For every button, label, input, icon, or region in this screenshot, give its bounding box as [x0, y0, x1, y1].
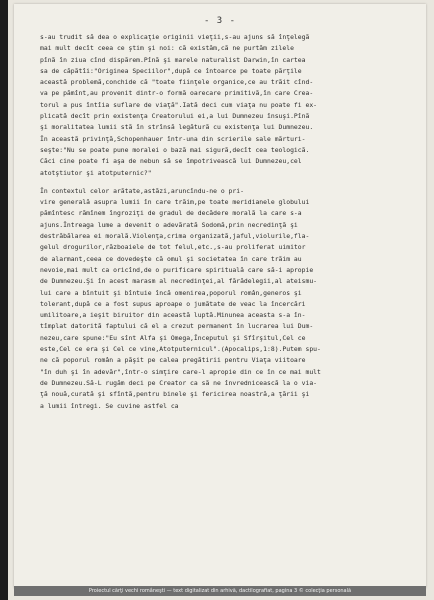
scan-left-edge [0, 0, 8, 600]
text-line: tîmplat datorită faptului că el a crezut permanent în lucrarea lui Dum- [40, 322, 314, 331]
text-line: sa de căpătîi:"Originea Speciilor",după ce întoarce pe toate părţile [40, 66, 302, 75]
text-line: gelul drogurilor,războaiele de tot felul,etc.,s-au proliferat uimitor [40, 243, 306, 252]
text-line: atotştiutor şi atotputernic?" [40, 168, 152, 177]
document-page [14, 4, 426, 588]
text-line: umilitoare,a ieşit biruitor din această luptă.Minunea aceasta s-a în- [40, 311, 306, 320]
text-line: "în duh şi în adevăr",într-o simţire care-l apropie din ce în ce mai mult [40, 367, 321, 376]
text-line: ţă nouă,curată şi sfîntă,pentru binele şi fericirea noastră,a ţării şi [40, 390, 310, 399]
text-line: această problemă,conchide că "toate fiinţele organice,ce au trăit cînd- [40, 78, 314, 87]
text-line: În contextul celor arătate,astăzi,aruncîndu-ne o pri- [40, 186, 244, 195]
text-line: de Dumnezeu.Să-L rugăm deci pe Creator ca să ne învrednicească la o via- [40, 378, 318, 387]
text-line: plicată decît prin existenţa Creatorului ei,a lui Dumnezeu însuşi.Pînă [40, 112, 310, 121]
text-line: Căci cine poate fi aşa de nebun să se împotrivească lui Dumnezeu,cel [40, 157, 302, 166]
text-line: vire generală asupra lumii în care trăim,pe toate meridianele globului [40, 198, 310, 207]
text-line: de Dumnezeu.Şi în acest marasm al necredinţei,al fărădelegii,al ateismu- [40, 277, 318, 286]
text-line: seşte:"Nu se poate pune moralei o bază mai sigură,decît cea teologică. [40, 145, 310, 154]
text-line: lui care a bîntuit şi bîntuie încă omenirea,poporul român,generos şi [40, 288, 302, 297]
text-line: s-au trudit să dea o explicaţie originii vieţii,s-au ajuns să înţelegă [40, 33, 310, 41]
text-line: mai mult decît ceea ce ştim şi noi: că existăm,că ne purtăm zilele [40, 44, 294, 53]
text-line: torul a pus întîia suflare de viaţă".Iată deci cum viaţa nu poate fi ex- [40, 100, 318, 109]
text-line: a lumii întregi. Se cuvine astfel ca [40, 401, 179, 410]
text-line: destrăbălarea ei morală.Violenţa,crima organizată,jaful,violurile,fla- [40, 232, 310, 241]
text-line: pînă în ziua cînd dispărem.Pînă şi marele naturalist Darwin,în cartea [40, 55, 306, 64]
text-line: de alarmant,ceea ce dovedeşte că omul şi societatea în care trăim au [40, 254, 302, 263]
text-line: În această privinţă,Schopenhauer într-una din scrierile sale mărturi- [40, 134, 306, 143]
text-line: nevoie,mai mult ca oricînd,de o purificare spirituală care să-i apropie [40, 265, 314, 274]
text-line: ajuns.Întreaga lume a devenit o adevărată Sodomă,prin necredinţă şi [40, 220, 298, 229]
text-line: nezeu,care spune:"Eu sînt Alfa şi Omega,Începutul şi Sfîrşitul,Cel ce [40, 333, 306, 342]
page-number: - 3 - [203, 16, 237, 26]
text-line: ne că poporul român a păşit pe calea pregătirii pentru Viaţa viitoare [40, 356, 306, 365]
text-line: şi moralitatea lumii stă în strînsă legătură cu existenţa lui Dumnezeu. [40, 123, 314, 132]
text-line: va pe pămînt,au provenit dintr-o formă oarecare primitivă,în care Crea- [40, 89, 314, 98]
text-line: tolerant,după ce a fost supus aproape o jumătate de veac la încercări [40, 299, 306, 308]
text-line: pămîntesc rămînem îngroziţi de gradul de decădere morală la care s-a [40, 209, 302, 218]
paragraph-gap [40, 179, 412, 186]
footer-watermark: Proiectul cărţi vechi româneşti — text digitalizat din arhivă, dactilografiat, pagina 3 © colecţia personală [14, 586, 426, 596]
body-text [40, 32, 412, 412]
text-line: este,Cel ce era şi Cel ce vine,Atotputernicul".(Apocalips,1:8).Putem spu- [40, 345, 321, 354]
